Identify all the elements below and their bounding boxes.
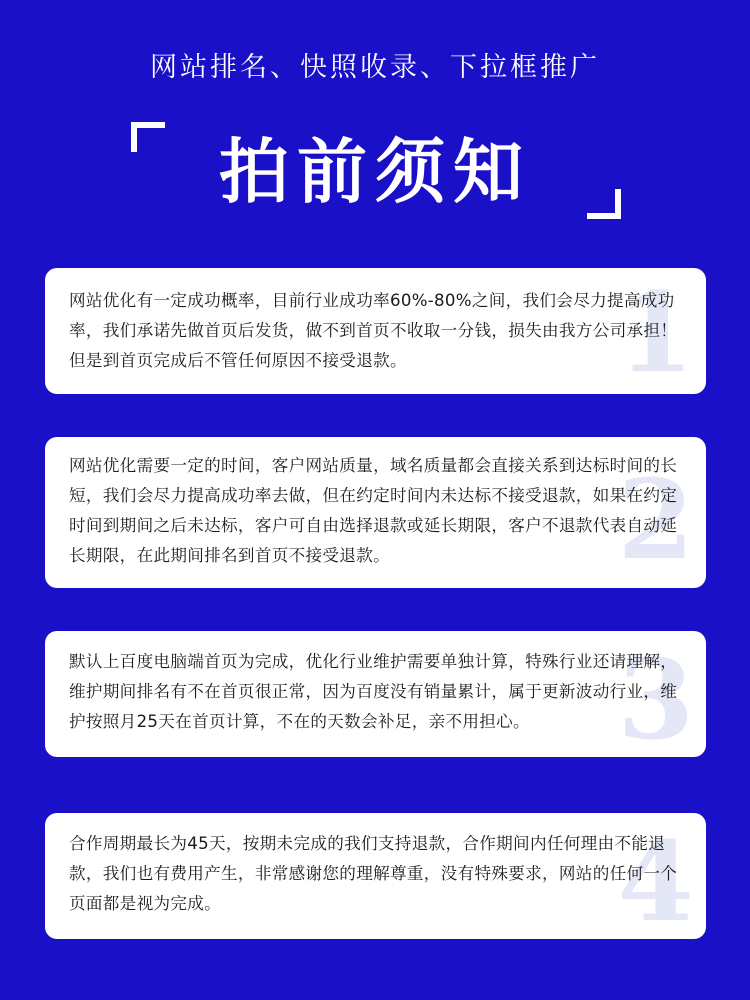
notice-card-2: [45, 437, 706, 588]
card-number-watermark: 3: [617, 635, 694, 757]
notice-text: 网站优化需要一定的时间，客户网站质量，域名质量都会直接关系到达标时间的长短，我们会尽力提高成功率去做，但在约定时间内未达标不接受退款，如果在约定时间到期间之后未达标，客户可自由选择退款或延长期限，客户不退款代表自动延长期限，在此期间排名到首页不接受退款。: [69, 456, 678, 565]
card-number-watermark: 1: [617, 268, 694, 394]
notice-text: 合作周期最长为45天，按期未完成的我们支持退款，合作期间内任何理由不能退款，我们也有费用产生，非常感谢您的理解尊重，没有特殊要求，网站的任何一个页面都是视为完成。: [69, 834, 678, 913]
notice-text: 网站优化有一定成功概率，目前行业成功率60%-80%之间，我们会尽力提高成功率，我们承诺先做首页后发货，做不到首页不收取一分钱，损失由我方公司承担！但是到首页完成后不管任何原因不接受退款。: [69, 291, 678, 370]
card-number-watermark: 4: [617, 817, 694, 939]
page-subtitle: 网站排名、快照收录、下拉框推广: [150, 52, 600, 83]
notice-card-4: [45, 813, 706, 939]
notice-text: 默认上百度电脑端首页为完成，优化行业维护需要单独计算，特殊行业还请理解，维护期间排名有不在首页很正常，因为百度没有销量累计，属于更新波动行业，维护按照月25天在首页计算，不在的天数会补足，亲不用担心。: [69, 652, 678, 731]
notice-card-3: [45, 631, 706, 757]
page-title: 拍前须知: [219, 131, 531, 213]
right-corner-bracket: [587, 189, 621, 219]
notice-card-1: [45, 268, 706, 394]
card-number-watermark: 2: [617, 455, 694, 584]
